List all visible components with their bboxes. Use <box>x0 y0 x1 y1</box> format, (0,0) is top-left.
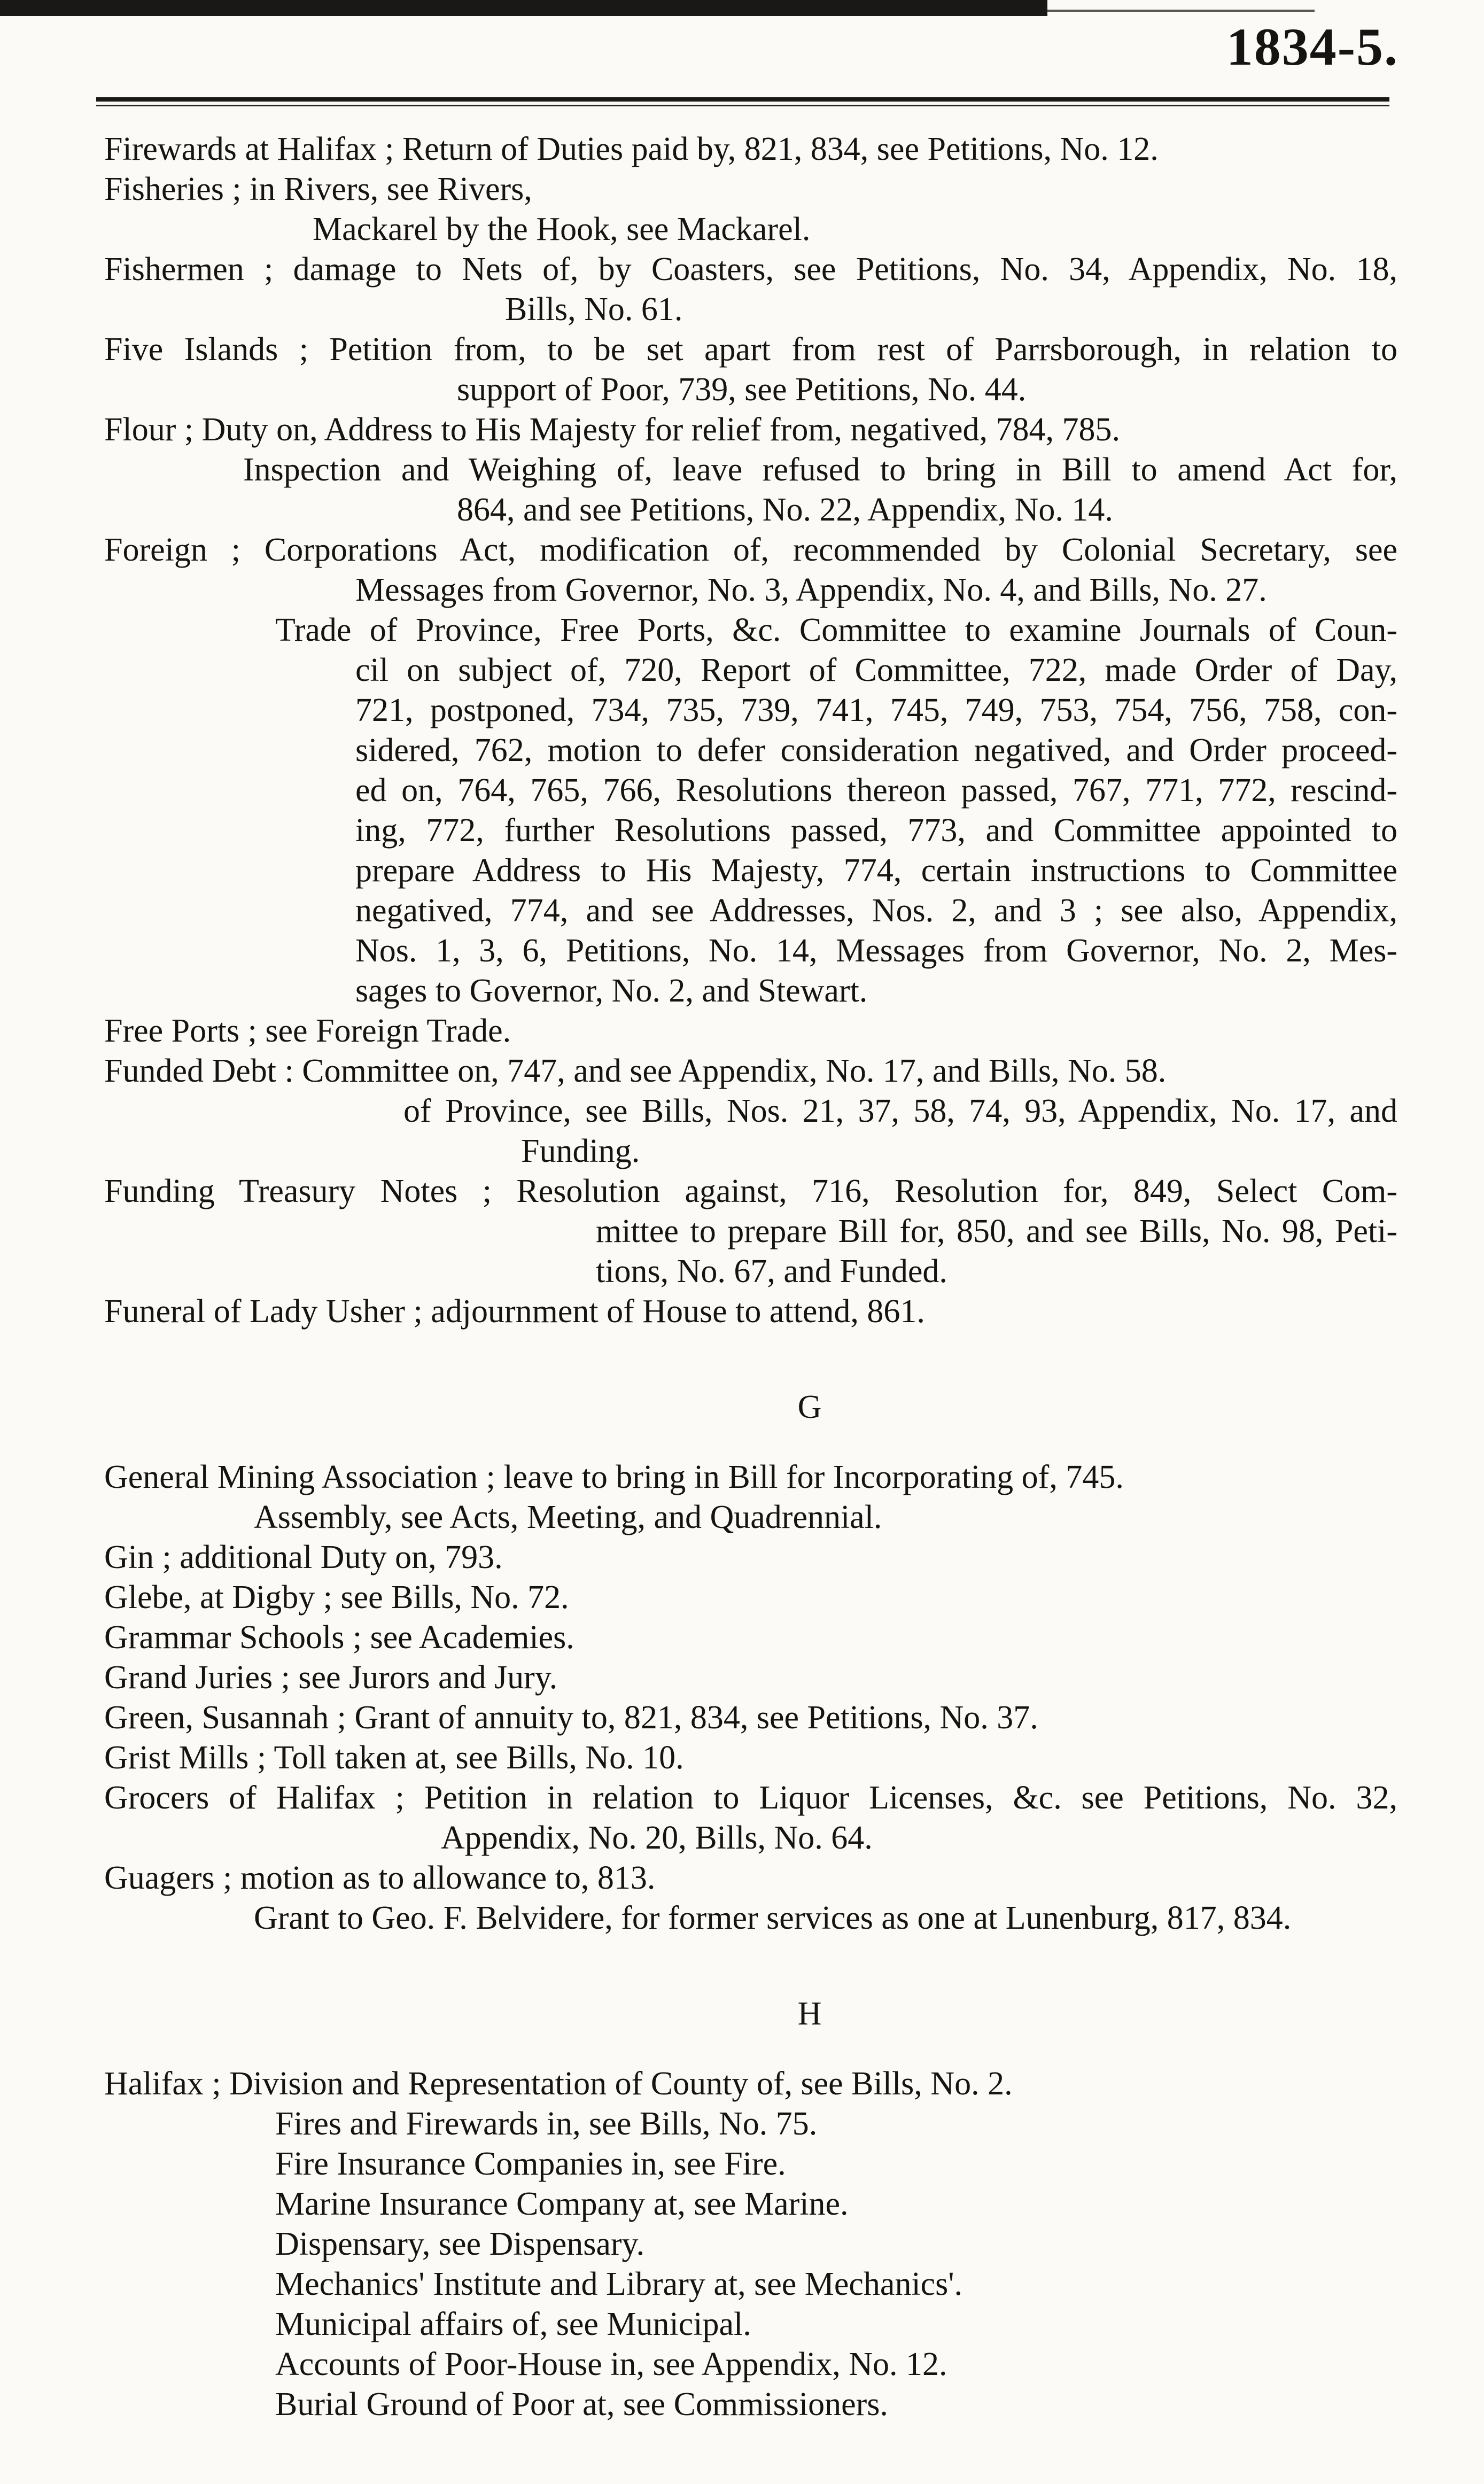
section-heading-h: H <box>797 1996 822 2032</box>
header-rule-thin <box>96 105 1389 106</box>
top-border-bar <box>0 0 1047 16</box>
index-line: Foreign ; Corporations Act, modification of, recommended by Colonial Secretary, see <box>104 532 1397 568</box>
index-line: 864, and see Petitions, No. 22, Appendix, No. 14. <box>457 492 1113 528</box>
index-line: Appendix, No. 20, Bills, No. 64. <box>441 1820 873 1856</box>
page-year-header: 1834-5. <box>1226 17 1398 76</box>
index-line: ed on, 764, 765, 766, Resolutions thereon passed, 767, 771, 772, rescind- <box>355 772 1397 809</box>
index-line: support of Poor, 739, see Petitions, No. 44. <box>457 371 1027 408</box>
index-line: Nos. 1, 3, 6, Petitions, No. 14, Messages from Governor, No. 2, Mes- <box>355 933 1397 969</box>
index-line: sages to Governor, No. 2, and Stewart. <box>355 973 868 1009</box>
index-content <box>104 129 1397 2425</box>
index-line: Funding. <box>521 1133 640 1169</box>
index-line: mittee to prepare Bill for, 850, and see Bills, No. 98, Peti- <box>596 1213 1397 1249</box>
section-gap <box>104 1332 1397 1387</box>
index-line: 721, postponed, 734, 735, 739, 741, 745, 749, 753, 754, 756, 758, con- <box>355 692 1397 728</box>
index-line: Free Ports ; see Foreign Trade. <box>104 1013 511 1049</box>
index-line: Gin ; additional Duty on, 793. <box>104 1539 503 1575</box>
index-line: Glebe, at Digby ; see Bills, No. 72. <box>104 1579 569 1616</box>
index-line: Burial Ground of Poor at, see Commissioners. <box>275 2386 888 2423</box>
index-line: Flour ; Duty on, Address to His Majesty for relief from, negatived, 784, 785. <box>104 412 1121 448</box>
index-line: Mechanics' Institute and Library at, see Mechanics'. <box>275 2266 962 2302</box>
index-line: Inspection and Weighing of, leave refused to bring in Bill to amend Act for, <box>243 452 1397 488</box>
index-line: cil on subject of, 720, Report of Committee, 722, made Order of Day, <box>355 652 1397 688</box>
index-line: Fire Insurance Companies in, see Fire. <box>275 2146 786 2182</box>
header-rule-thick <box>96 97 1389 102</box>
index-line: Funding Treasury Notes ; Resolution against, 716, Resolution for, 849, Select Com- <box>104 1173 1397 1209</box>
index-line: sidered, 762, motion to defer consideration negatived, and Order proceed- <box>355 732 1397 769</box>
index-line: Grocers of Halifax ; Petition in relation to Liquor Licenses, &c. see Petitions, No. 32, <box>104 1780 1397 1816</box>
section-gap <box>104 1427 1397 1457</box>
index-line: Dispensary, see Dispensary. <box>275 2226 644 2262</box>
index-line: Grammar Schools ; see Academies. <box>104 1619 574 1656</box>
section-h-entries <box>104 2064 1397 2425</box>
index-line: Grist Mills ; Toll taken at, see Bills, No. 10. <box>104 1740 684 1776</box>
index-line: Messages from Governor, No. 3, Appendix, No. 4, and Bills, No. 27. <box>355 572 1267 608</box>
index-line: General Mining Association ; leave to bring in Bill for Incorporating of, 745. <box>104 1459 1124 1495</box>
index-line: negatived, 774, and see Addresses, Nos. 2, and 3 ; see also, Appendix, <box>355 892 1397 929</box>
index-line: of Province, see Bills, Nos. 21, 37, 58, 74, 93, Appendix, No. 17, and <box>403 1093 1397 1129</box>
index-line: Fishermen ; damage to Nets of, by Coasters, see Petitions, No. 34, Appendix, No. 18, <box>104 251 1397 288</box>
index-line: Halifax ; Division and Representation of County of, see Bills, No. 2. <box>104 2066 1013 2102</box>
index-line: Funded Debt : Committee on, 747, and see Appendix, No. 17, and Bills, No. 58. <box>104 1053 1167 1089</box>
section-gap <box>104 1938 1397 1994</box>
index-line: Firewards at Halifax ; Return of Duties paid by, 821, 834, see Petitions, No. 12. <box>104 131 1159 167</box>
index-line: Trade of Province, Free Ports, &c. Committee to examine Journals of Coun- <box>275 612 1397 648</box>
index-line: Marine Insurance Company at, see Marine. <box>275 2186 849 2222</box>
index-line: ing, 772, further Resolutions passed, 773, and Committee appointed to <box>355 812 1397 849</box>
index-line: Funeral of Lady Usher ; adjournment of House to attend, 861. <box>104 1293 925 1330</box>
top-border-thin <box>1047 10 1315 12</box>
section-heading-g: G <box>797 1389 822 1425</box>
index-line: tions, No. 67, and Funded. <box>596 1253 947 1290</box>
section-gap <box>104 2034 1397 2064</box>
index-line: Fisheries ; in Rivers, see Rivers, <box>104 171 532 207</box>
index-line: Grant to Geo. F. Belvidere, for former services as one at Lunenburg, 817, 834. <box>254 1900 1292 1936</box>
index-line: Mackarel by the Hook, see Mackarel. <box>313 211 811 247</box>
index-line: prepare Address to His Majesty, 774, certain instructions to Committee <box>355 852 1397 889</box>
index-line: Fires and Firewards in, see Bills, No. 75. <box>275 2106 818 2142</box>
index-line: Municipal affairs of, see Municipal. <box>275 2306 751 2342</box>
index-line: Guagers ; motion as to allowance to, 813. <box>104 1860 656 1896</box>
index-line: Five Islands ; Petition from, to be set apart from rest of Parrsborough, in relation to <box>104 331 1397 368</box>
index-line: Assembly, see Acts, Meeting, and Quadrennial. <box>254 1499 882 1535</box>
section-g-entries <box>104 1457 1397 1938</box>
index-line: Bills, No. 61. <box>505 291 683 328</box>
section-f-entries <box>104 129 1397 1332</box>
index-line: Green, Susannah ; Grant of annuity to, 821, 834, see Petitions, No. 37. <box>104 1699 1038 1736</box>
index-line: Accounts of Poor-House in, see Appendix, No. 12. <box>275 2346 947 2382</box>
index-line: Grand Juries ; see Jurors and Jury. <box>104 1659 558 1696</box>
